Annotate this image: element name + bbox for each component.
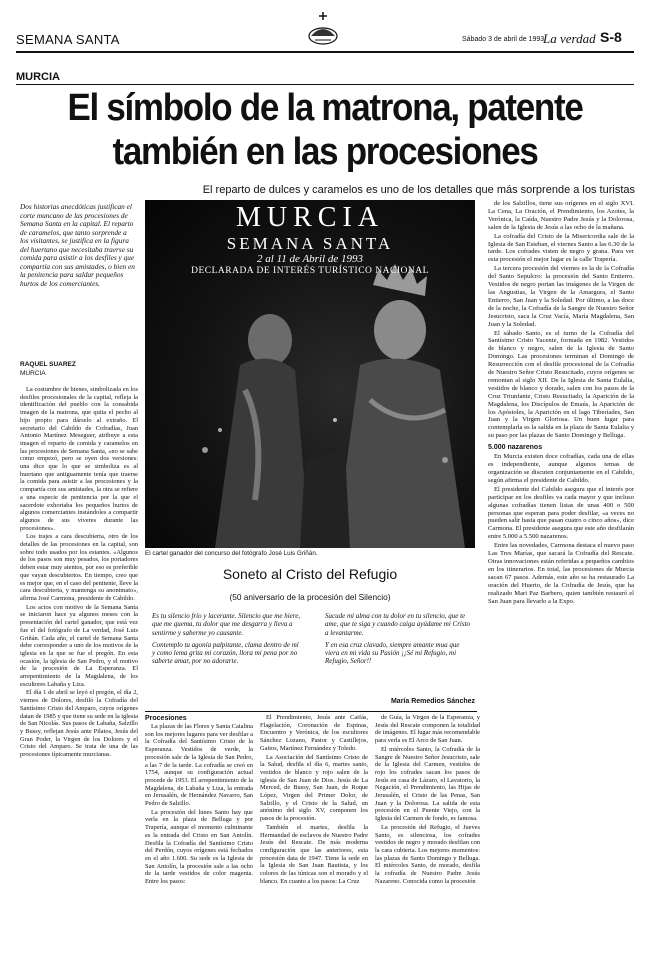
col1-paragraph: Los trajes a cara descubierta, otro de los detalles de las procesiones en la capital, son sobre todo usados por los estantes. «Algunos de los pasos son muy pesados, los portadores deben estar muy atentos, por eso es preferible que vayan descubiertos. En tiempo, creo que es mejor que, en el caso del penitente, lleve la cara descubierta, y mantenga su anonimato», afirma José Carmona, presidente de Cabildo.: [20, 533, 138, 602]
sonnet-stanza: Y en esa cruz clavado, siempre amante mua que viera en mi vida su Pasión ¡¡Sé mi Refugio, mi Refugio, Señor!!: [325, 640, 460, 666]
page-number: S-8: [600, 29, 622, 45]
col1-paragraph: El día 1 de abril se leyó el pregón, el día 2, viernes de Dolores, desfiló la Cofradía del Santísimo Cristo del Amparo, cuyos orígenes datan de 1985 y que tiene su sede en la iglesia de San Nicolás. Sus pasos de Labaña, Salzillo y Bussy, reflejan Jesús ante Pilatos, Jesús del Gran Poder, la Virgen de los Dolores y el Cristo del Amparo. Se trata de una de las procesiones típicamente murcianas.: [20, 689, 138, 759]
col3-paragraph: La Asociación del Santísimo Cristo de la Salud, desfila el día 6, martes santo, vestidos de blanco y rojo salen de la iglesia de San Juan de Dios. Jesús de La Merced, de Bussy, San Juan, de Roque López, Virgen del Primer Dolor, de Salzillo, y el Cristo de la Salud, un anónimo del siglo XV, componen los pasos de la procesión.: [260, 753, 368, 823]
poster-declared: DECLARADA DE INTERÉS TURÍSTICO NACIONAL: [191, 266, 429, 276]
col5-paragraph: La tercera procesión del viernes es la de la Cofradía del Santo Sepulcro: la procesión del Santo Entierro. Vestidos de negro portan las imágenes de la Virgen de las Angustias, la Virgen de la Amargura, el Santo Entierro, San Juan y la Soledad. Por último, a las doce de la noche, la Cofradía de la Sangre de Nuestro Señor Jesucristo, saca la Cruz Vacía, María Magdalena, San Juan y la Soledad.: [488, 265, 634, 328]
region-label: MURCIA: [16, 71, 60, 83]
sonnet-subtitle: (50 aniversario de la procesión del Silencio): [229, 592, 391, 602]
headline-line-1: El símbolo de la matrona, patente: [67, 87, 583, 129]
paper-emblem-icon: [305, 10, 341, 48]
article-column-1: [20, 386, 138, 946]
col5-paragraph: El presidente del Cabildo asegura que el interés por participar en los desfiles va cada mayor y que incluso algunas cofradías tienen listas de unas 400 o 500 personas que esperan para poder desfilar, «a veces no pueden salir hasta que pasan cuatro o cinco años», dice Carmona. El presidente asegura que este año desfilarán entre 5.000 a 5.500 nazarenos.: [488, 485, 634, 541]
section-heading: Procesiones: [145, 715, 187, 722]
col5-paragraph: La cofradía del Cristo de la Misericordia sale de la Iglesia de San Esteban, el viernes Santo a las 6.30 de la tarde. Los cofrades visten de negro y grana. Para ver esta procesión el mejor lugar es la calle Trapería.: [488, 232, 634, 264]
sonnet-left-column: [152, 612, 302, 666]
col4-paragraph: La procesión del Refugio, el Jueves Santo, es silenciosa, los cofrades vestidos de negro y morado desfilan con la cara cubierta. Los mejores momentos: las plazas de Santo Domingo y Belluga. El miércoles Santo, de morado, desfila la cofradía de Nuestro Padre Jesús Nazareno. Conocida como la procesión: [375, 823, 480, 885]
sonnet-right-column: [325, 612, 475, 666]
poster-title: MURCIA: [235, 202, 384, 233]
sonnet-title: Soneto al Cristo del Refugio: [222, 566, 398, 582]
photo-caption: El cartel ganador del concurso del fotógrafo José Luis Griñán.: [145, 550, 318, 557]
header-rule: [16, 51, 634, 53]
section-heading: 5.000 nazarenos: [488, 444, 543, 452]
newspaper-name: La verdad: [543, 31, 596, 46]
article-column-4: [375, 714, 480, 948]
sonnet-stanza: Sacude mi alma con tu dolor en tu silencio, que te ame, que te siga y cuando caiga ayúdame mi Cristo a levantarme.: [325, 612, 471, 637]
region-rule: [16, 84, 634, 85]
poster-dates: 2 al 11 de Abril de 1993: [257, 253, 363, 265]
col4-paragraph: El miércoles Santo, la Cofradía de la Sangre de Nuestro Señor Jesucristo, sale de la Iglesia del Carmen, vestidos de rojo los cofrades sacan los pasos de Jesús en casa de Lázaro, el Lavatorio, la Negación, el Prendimiento, las Hijas de Jerusalén, el Cristo de las Penas, San Juan y la Dolorosa. La salida de esta procesión en el Puente Viejo, con la Iglesia del Carmen de fondo, es famosa.: [375, 745, 480, 823]
col1-paragraph: Los actos con motivo de la Semana Santa se iniciaron hace ya algunos meses con la presentación del cartel ganador, que está vez fue el del fotógrafo de La verdad, José Luis Griñán. Cada año, el cartel de Semana Santa debe corresponder a uno de los motivos de la iglesia en la que se fue el pregón. En esta ocasión, la iglesia de San Pedro, y el motivo de la procesión de La Esperanza. El arrepentimiento de la Magdalena, de los escultores Labaña y Liza.: [20, 603, 138, 688]
col5-paragraph: El sábado Santo, es el turno de la Cofradía del Santísimo Cristo Yacente, formada en 1982. Vestidos de blanco y negro, salen de la Iglesia de Santo Domingo. Las procesiones terminan el Domingo de Resurrección con el desfile procesional de la Cofradía de Nuestro Señor Cristo Resucitado, cuyos orígenes se remontan al siglo XII. De la Iglesia de Santa Eulalia, vestidos de blanco y dorado, salen con los pasos de la Cruz Triunfante, Cristo Resucitado, la Aparición de la Magdalena, los Discípulos de Emaús, la Aparición de los Apóstoles, la Aparición en el lago Tiberíades, San Juan y la Virgen Gloriosa. Un buen lugar para contemplarla es la salida en la plaza de Santa Eulalia y su paso por las plazas de Santo Domingo y Belluga.: [488, 329, 634, 440]
col5-paragraph: Entre las novedades, Carmona destaca el nuevo paso Las Tres Marías, que sacará la Cofradía del Rescate. Otras innovaciones están referidas a pequeños cambios en los itinerarios. En total, las procesiones de Murcia sacan 67 pasos. Además, este año se ha restaurado La oración del Huerto, de la Cofradía de Jesús, que ha realizado Mari Paz Barbero, quien también restauró el San Juan para llevarlo a la Expo.: [488, 542, 634, 605]
col5-paragraph: de los Salzillos, tiene sus orígenes en el siglo XVI. La Cena, La Oración, el Prendimiento, los Azotes, la Verónica, la Caída, Nuestro Padre Jesús y la Dolorosa, salen de la Iglesia de Jesús a las ocho de la mañana.: [488, 200, 634, 231]
col2-paragraph: La procesión del lunes Santo hay que verla en la plaza de Belluga y por Trapería, aunque el momento culminante es la entrada del Cristo en San Antolín. Desfila la Cofradía del Santísimo Cristo del Perdón, cuyos orígenes está fechados en el año 1.600. Su sede es la Iglesia de San Antolín, la procesión sale a las ocho de la tarde vestidos de color magenta. Entre los pasos:: [145, 808, 253, 886]
sonnet-author: María Remedios Sánchez: [390, 698, 475, 705]
col1-paragraph: La costumbre de bienes, simbolizada en los desfiles procesionales de la capital, refleja la identificación del pueblo con la consabida imagen de la matrona, que quita el pecho al hijo propio para dárselo al extraño. El secretario del Cabildo de Cofradías, Juan Antonio Martínez Meseguer, atribuye a esta imagen el reparto de comida y caramelos en las procesiones de Semana Santa, «no se sabe como empezó, pero se oyen dos versiones: una dice que lo que se simboliza es al huertano que antiguamente tenía que traerse la comida para asistir a las procesiones y la compartía con sus amistades, la otra se refiere a una especie de penitencia por la que el sacerdote exhortaba los pequeños hurtos de algunos comerciantes instándoles a compartir algunos de sus víveres durante las procesiones».: [20, 386, 138, 532]
col2-paragraph: La plazas de las Flores y Santa Catalina son los mejores lugares para ver desfilar a la Cofradía del Santísimo Cristo de la Esperanza. Vestidos de verde, la procesión sale de la Iglesia de San Pedro, a las 7 de la tarde. La cofradía se creó en 1754, aunque su configuración actual procede de 1953. El arrepentimiento de la Magdalena, de Labaña y Liza, la entrada en Jerusalén, de Hernández Navarro, San Pedro de Salzillo.: [145, 723, 253, 808]
headline: [26, 86, 624, 174]
poster-subtitle: SEMANA SANTA: [226, 234, 394, 253]
date-line: Sábado 3 de abril de 1993: [462, 36, 545, 43]
sonnet-rule: [145, 711, 477, 712]
article-column-2: [145, 714, 253, 948]
col5-paragraph: En Murcia existen doce cofradías, cada una de ellas es independiente, aunque algunos temas de organización se discuten conjuntamente en el Cabildo, según afirma el presidente de Cabildo.: [488, 453, 634, 484]
section-label: SEMANA SANTA: [16, 32, 120, 47]
col3-paragraph: También el martes, desfila la Hermandad de esclavos de Nuestro Padre Jesús del Rescate. De más moderna configuración que las anteriores, esta procesión data de 1947. Tiene la sede en la Iglesia de San Juan Bautista, y los colores de las túnicas son el morado y el blanco. En cuanto a los pasos: La Cruz: [260, 823, 368, 885]
sonnet-stanza: Es tu silencio frío y lacerante. Silencio que me hiere, que me quema, tu dolor que me desgarra y lleva a sentirme y saberme yo causante.: [152, 612, 301, 637]
dateline: MURCIA: [20, 370, 46, 377]
poster-photo: [145, 200, 475, 548]
col4-paragraph: de Guía, la Virgen de la Esperanza, y Jesús del Rescate componen la totalidad de imágenes. El lugar más recomendable para verla es El Arco de San Juan.: [375, 714, 480, 745]
subheadline: El reparto de dulces y caramelos es uno de los detalles que más sorprende a los turistas: [202, 184, 635, 196]
byline: RAQUEL SUAREZ: [20, 361, 76, 368]
article-column-5: [488, 200, 634, 948]
col3-paragraph: El Prendimiento, Jesús ante Caifás, Flagelación, Coronación de Espinas, Encuentro y Verónica, de los escultores Sánchez Lozano, Pastor y Castillejos, Gaitos, Martínez Fernández y Toledo.: [260, 714, 368, 752]
lead-paragraph: Dos historias anecdóticas justifican el corte muncano de las procesiones de Semana Santa en la capital. El reparto de caramelos, que tanto sorprende a los visitantes, se justifica en la figura del huertano que necesitaba traerse su comida para asistir a los desfiles y que compartía con sus amistades, o bien en la penitencia para saldar pequeños hurtos de los comerciantes.: [20, 203, 135, 288]
article-column-3: [260, 714, 368, 948]
headline-line-2: también en las procesiones: [112, 131, 538, 173]
sonnet-stanza: Contemplo tu agonía palpitante, clama dentro de mí y como lema grita mi corazón, llora mi pena por no saberte amar, por no adorarte.: [152, 640, 299, 666]
